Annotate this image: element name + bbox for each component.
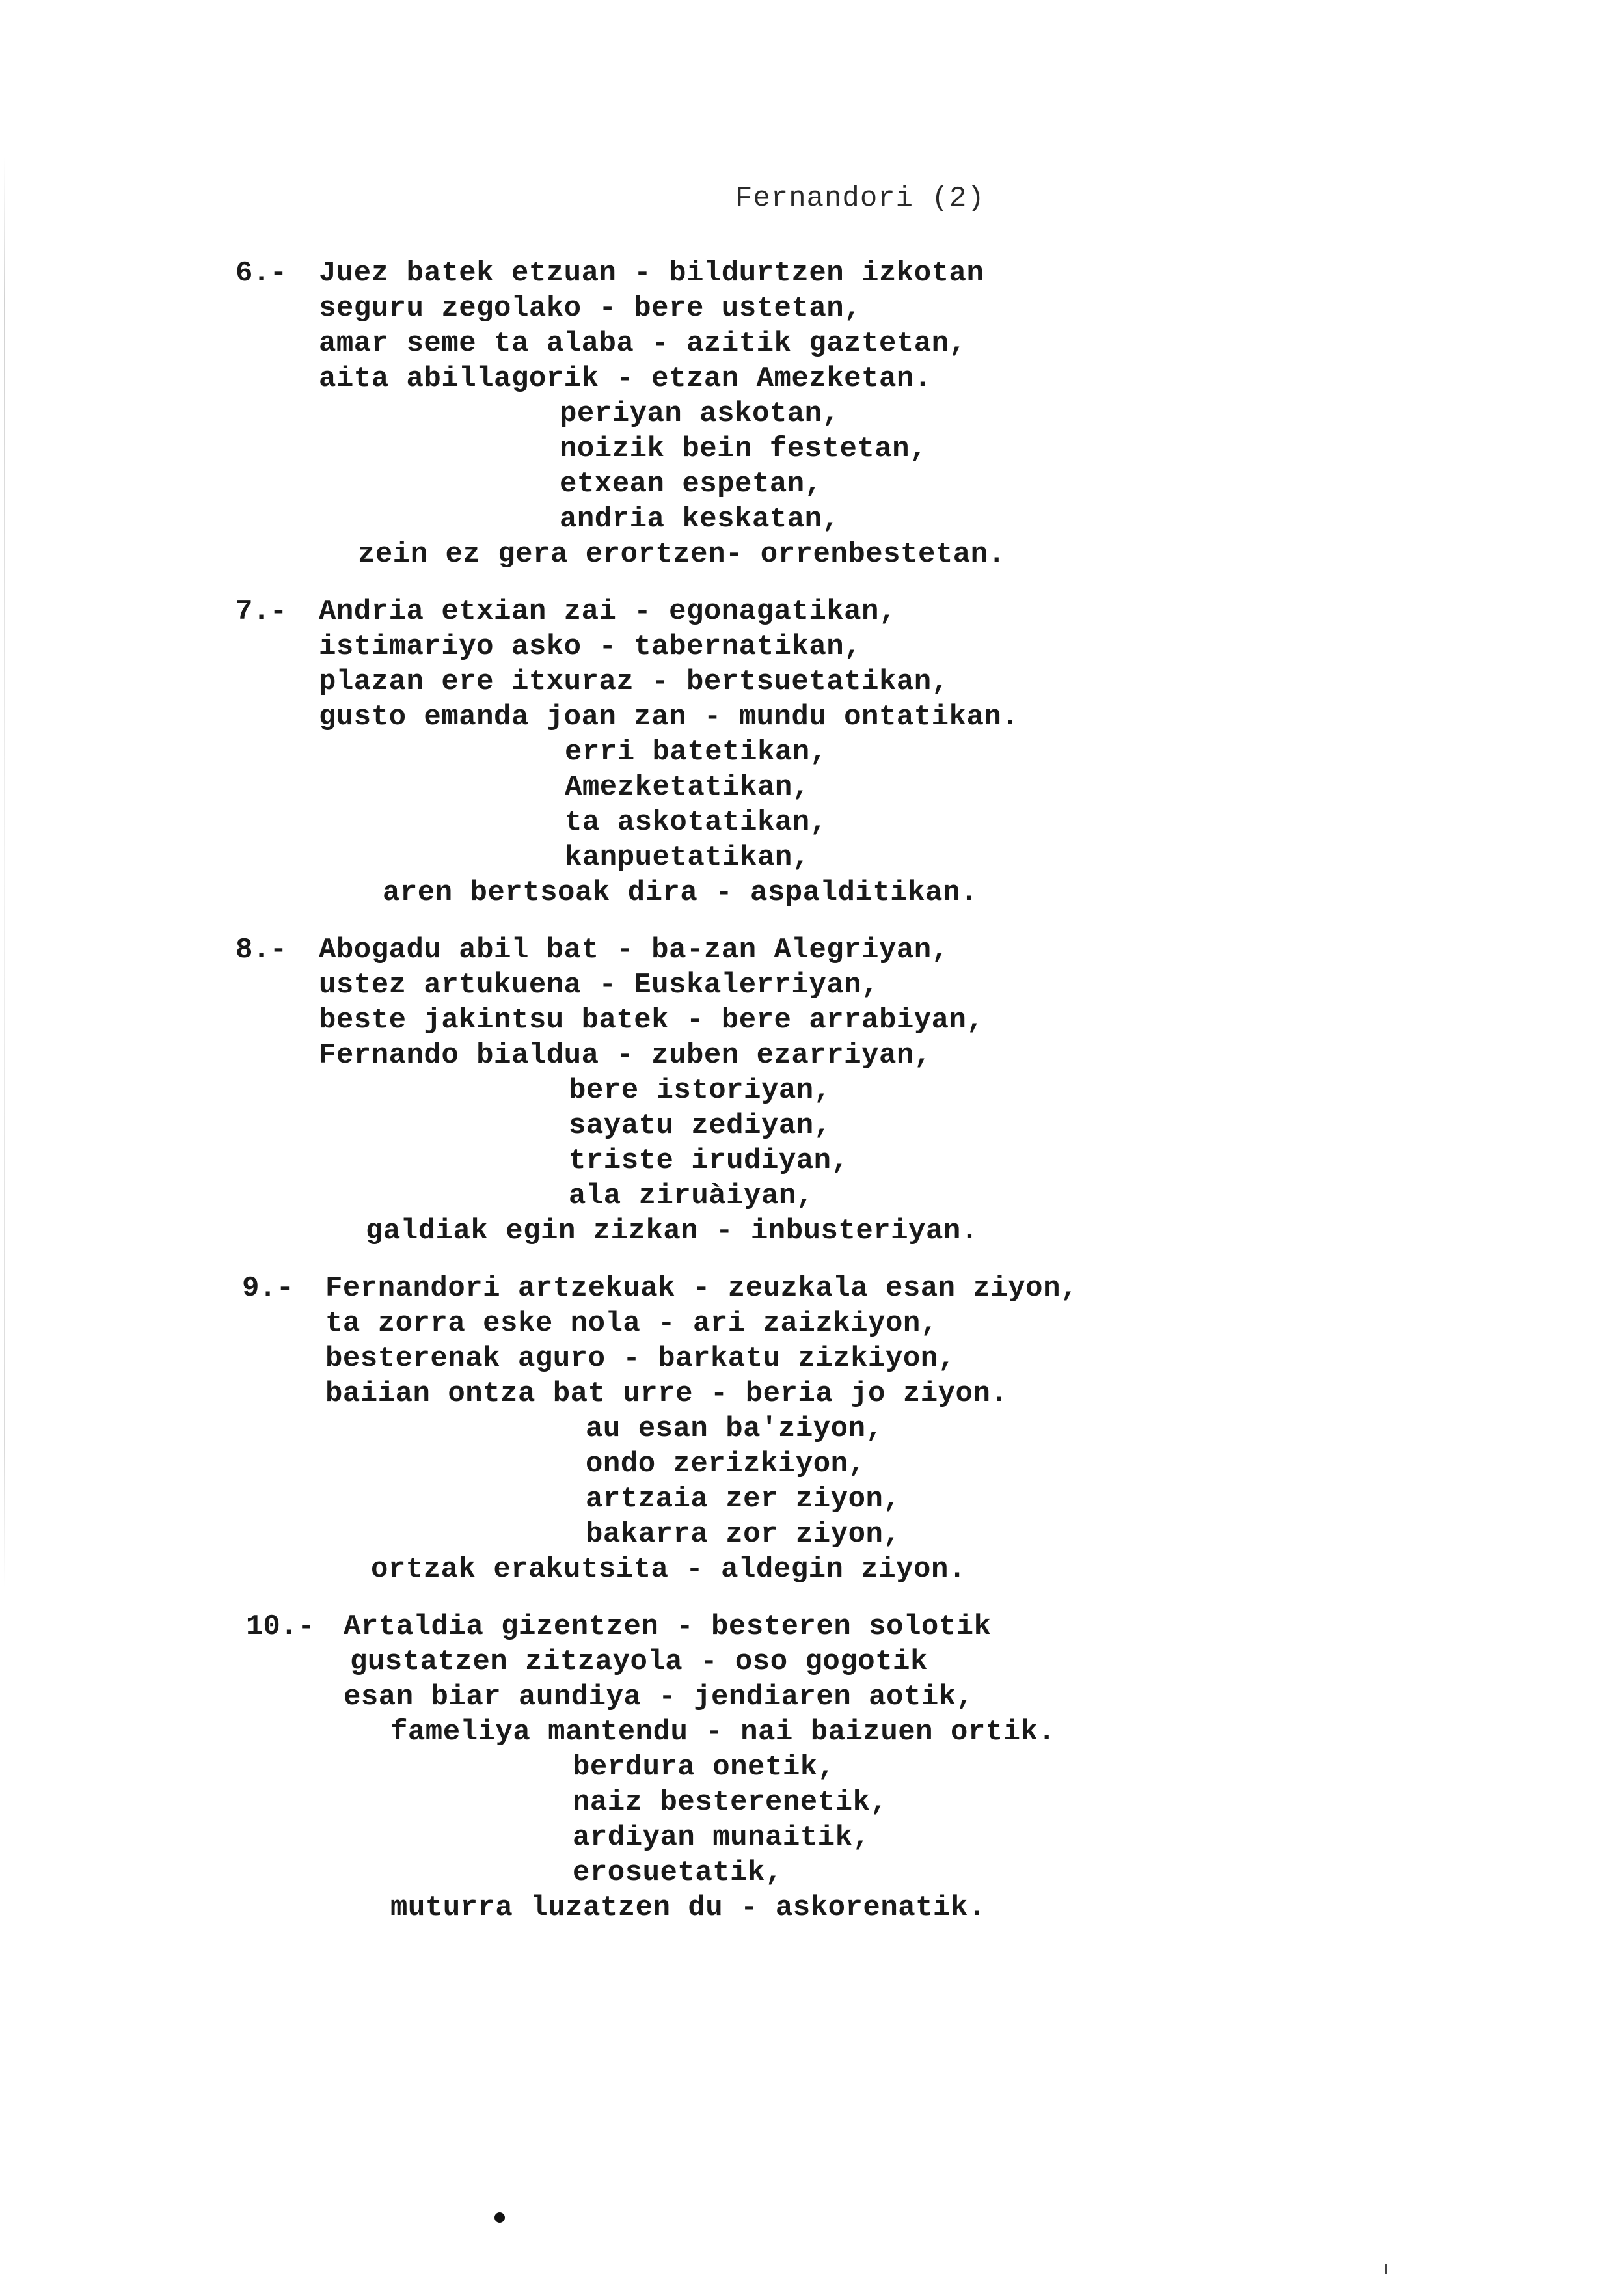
verse-line: etxean espetan, [560,468,822,500]
verse-line: Juez batek etzuan - bildurtzen izkotan [319,257,984,290]
verse-line: ondo zerizkiyon, [586,1448,866,1480]
verse-line: beste jakintsu batek - bere arrabiyan, [319,1004,984,1037]
verse-line: gusto emanda joan zan - mundu ontatikan. [319,701,1020,733]
verse-line: Andria etxian zai - egonagatikan, [319,595,897,628]
verse-line: ortzak erakutsita - aldegin ziyon. [371,1553,966,1586]
verse-line: ustez artukuena - Euskalerriyan, [319,969,879,1001]
verse-line: andria keskatan, [560,503,840,536]
verse-line: ala ziruàiyan, [569,1180,814,1212]
verse-line: ardiyan munaitik, [573,1821,871,1854]
verse-line: galdiak egin zizkan - inbusteriyan. [366,1215,979,1247]
verse-line: bakarra zor ziyon, [586,1518,901,1551]
verse-line: bere istoriyan, [569,1074,832,1107]
verse-line: berdura onetik, [573,1751,835,1784]
verse-line: Fernando bialdua - zuben ezarriyan, [319,1039,932,1072]
verse-line: seguru zegolako - bere ustetan, [319,292,862,325]
verse-line: ta zorra eske nola - ari zaizkiyon, [325,1307,938,1340]
verse-line: zein ez gera erortzen- orrenbestetan. [358,538,1006,571]
stanza-number: 9.- [242,1272,294,1305]
verse-line: plazan ere itxuraz - bertsuetatikan, [319,666,949,698]
stanza-number: 7.- [236,595,288,628]
verse-line: sayatu zediyan, [569,1109,832,1142]
stanza-number: 6.- [236,257,288,290]
verse-line: Artaldia gizentzen - besteren solotik [344,1610,992,1643]
verse-line: fameliya mantendu - nai baizuen ortik. [390,1716,1056,1748]
verse-line: periyan askotan, [560,398,840,430]
verse-line: triste irudiyan, [569,1145,849,1177]
verse-line: erri batetikan, [565,736,828,768]
verse-line: noizik bein festetan, [560,433,927,465]
verse-line: au esan ba'ziyon, [586,1413,884,1445]
stanza-number: 10.- [246,1610,315,1643]
verse-line: baiian ontza bat urre - beria jo ziyon. [325,1378,1008,1410]
ink-dot [494,2212,505,2223]
verse-line: Abogadu abil bat - ba-zan Alegriyan, [319,934,949,966]
verse-line: ta askotatikan, [565,806,828,839]
verse-line: naiz besterenetik, [573,1786,888,1819]
verse-line: muturra luzatzen du - askorenatik. [390,1892,986,1924]
corner-mark [1385,2264,1387,2274]
verse-line: gustatzen zitzayola - oso gogotik [350,1646,928,1678]
verse-line: Fernandori artzekuak - zeuzkala esan ziyon, [325,1272,1078,1305]
page-header: Fernandori (2) [735,182,985,215]
verse-line: erosuetatik, [573,1856,783,1889]
verse-line: Amezketatikan, [565,771,810,804]
stanza-number: 8.- [236,934,288,966]
verse-line: aren bertsoak dira - aspalditikan. [383,876,978,909]
verse-line: istimariyo asko - tabernatikan, [319,631,862,663]
verse-line: kanpuetatikan, [565,841,810,874]
verse-line: artzaia zer ziyon, [586,1483,901,1515]
verse-line: amar seme ta alaba - azitik gaztetan, [319,327,967,360]
verse-line: besterenak aguro - barkatu zizkiyon, [325,1342,956,1375]
verse-line: aita abillagorik - etzan Amezketan. [319,362,932,395]
verse-line: esan biar aundiya - jendiaren aotik, [344,1681,974,1713]
scan-edge-shadow [4,156,5,1588]
